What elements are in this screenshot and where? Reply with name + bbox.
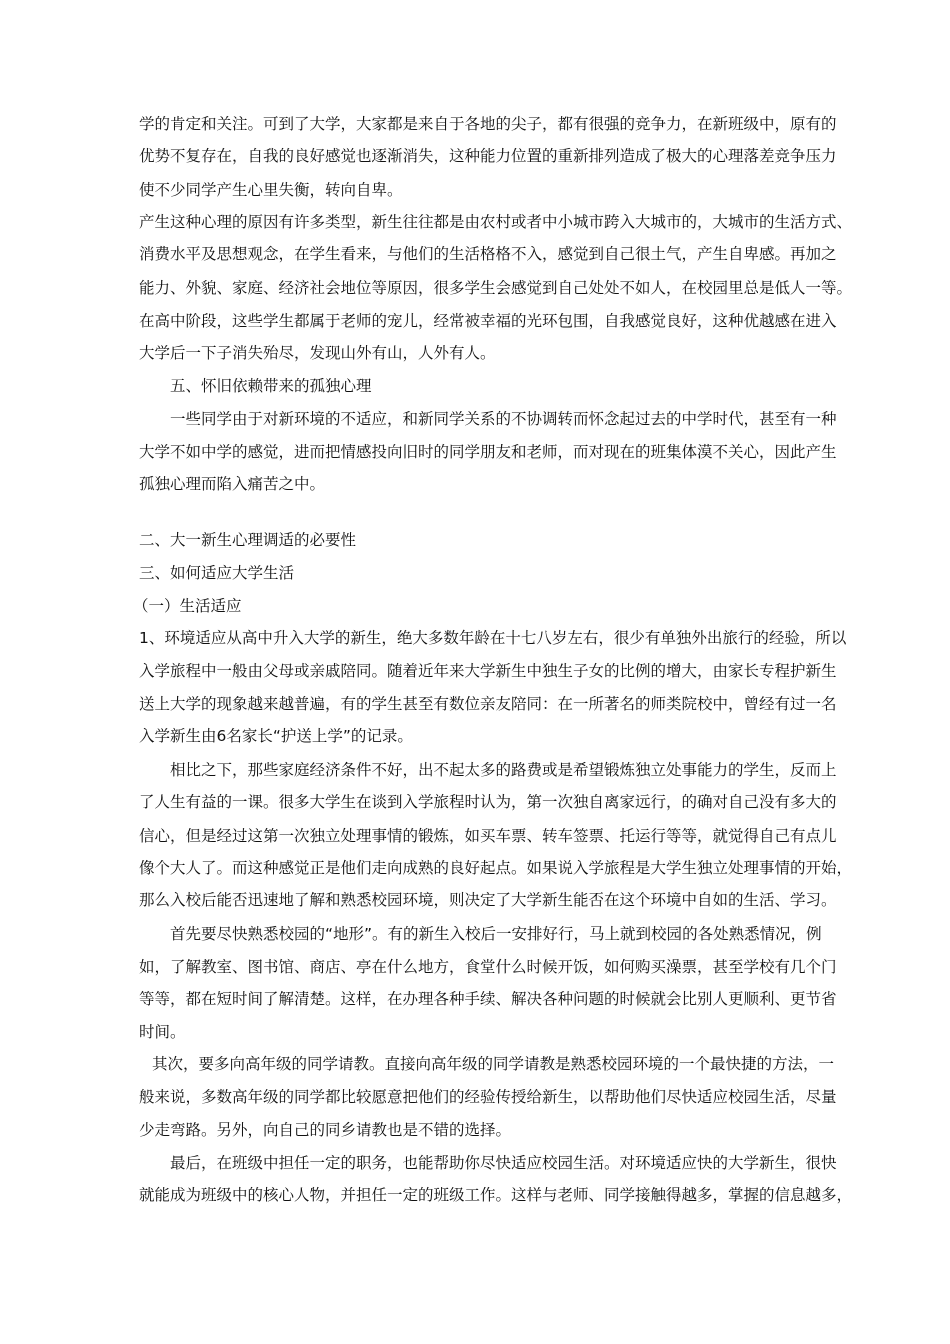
- text-line: 学的肯定和关注。可到了大学，大家都是来自于各地的尖子，都有很强的竞争力，在新班级中，原有的: [139, 115, 837, 133]
- text-line: 入学旅程中一般由父母或亲戚陪同。随着近年来大学新生中独生子女的比例的增大，由家长专程护新生: [139, 662, 837, 680]
- text-line: 送上大学的现象越来越普遍，有的学生甚至有数位亲友陪同：在一所著名的师类院校中，曾经有过一名: [139, 695, 837, 713]
- text-line: 就能成为班级中的核心人物，并担任一定的班级工作。这样与老师、同学接触得越多，掌握的信息越多，: [139, 1186, 853, 1204]
- section-heading: 三、如何适应大学生活: [139, 564, 295, 582]
- text-line: 了人生有益的一课。很多大学生在谈到入学旅程时认为，第一次独自离家远行，的确对自己没有多大的: [139, 793, 837, 811]
- section-heading: 二、大一新生心理调适的必要性: [139, 531, 357, 549]
- text-line: 一些同学由于对新环境的不适应，和新同学关系的不协调转而怀念起过去的中学时代，甚至有一种: [170, 410, 837, 428]
- text-line: 像个大人了。而这种感觉正是他们走向成熟的良好起点。如果说入学旅程是大学生独立处理事情的开始，: [139, 859, 853, 877]
- text-line: 大学不如中学的感觉，进而把情感投向旧时的同学朋友和老师，而对现在的班集体漠不关心，因此产生: [139, 443, 837, 461]
- text-line: 孤独心理而陷入痛苦之中。: [139, 475, 326, 493]
- text-line: 能力、外貌、家庭、经济社会地位等原因，很多学生会感觉到自己处处不如人，在校园里总是低人一等。: [139, 279, 853, 297]
- text-line: 时间。: [139, 1023, 186, 1041]
- section-heading: 五、怀旧依赖带来的孤独心理: [170, 377, 372, 395]
- text-line: 在高中阶段，这些学生都属于老师的宠儿，经常被幸福的光环包围，自我感觉良好，这种优越感在进入: [139, 312, 837, 330]
- text-line: 大学后一下子消失殆尽，发现山外有山，人外有人。: [139, 344, 496, 362]
- text-line: 1、环境适应从高中升入大学的新生，绝大多数年龄在十七八岁左右，很少有单独外出旅行的经验，所以: [139, 629, 847, 647]
- text-line: 少走弯路。另外，向自己的同乡请教也是不错的选择。: [139, 1121, 512, 1139]
- text-line: 如，了解教室、图书馆、商店、亭在什么地方，食堂什么时候开饭，如何购买澡票，甚至学校有几个门: [139, 958, 837, 976]
- text-line: 最后，在班级中担任一定的职务，也能帮助你尽快适应校园生活。对环境适应快的大学新生，很快: [170, 1154, 837, 1172]
- text-line: 其次，要多向高年级的同学请教。直接向高年级的同学请教是熟悉校园环境的一个最快捷的方法，一: [152, 1055, 835, 1073]
- text-line: 产生这种心理的原因有许多类型，新生往往都是由农村或者中小城市跨入大城市的，大城市的生活方式、: [139, 213, 853, 231]
- text-line: 等等，都在短时间了解清楚。这样，在办理各种手续、解决各种问题的时候就会比别人更顺利、更节省: [139, 990, 837, 1008]
- text-line: 信心，但是经过这第一次独立处理事情的锻炼，如买车票、转车签票、托运行等等，就觉得自己有点儿: [139, 827, 837, 845]
- text-line: 优势不复存在，自我的良好感觉也逐渐消失，这种能力位置的重新排列造成了极大的心理落差竞争压力: [139, 147, 837, 165]
- text-line: 那么入校后能否迅速地了解和熟悉校园环境，则决定了大学新生能否在这个环境中自如的生活、学习。: [139, 891, 837, 909]
- text-line: 使不少同学产生心里失衡，转向自卑。: [139, 181, 403, 199]
- text-line: 首先要尽快熟悉校园的“地形”。有的新生入校后一安排好行，马上就到校园的各处熟悉情况，例: [170, 925, 822, 943]
- text-line: 般来说，多数高年级的同学都比较愿意把他们的经验传授给新生，以帮助他们尽快适应校园生活，尽量: [139, 1088, 837, 1106]
- text-line: 消费水平及思想观念，在学生看来，与他们的生活格格不入，感觉到自己很土气，产生自卑感。再加之: [139, 245, 837, 263]
- text-line: 相比之下，那些家庭经济条件不好，出不起太多的路费或是希望锻炼独立处事能力的学生，反而上: [170, 761, 837, 779]
- text-line: 入学新生由6名家长“护送上学”的记录。: [139, 727, 413, 745]
- subsection-heading: （一）生活适应: [133, 597, 242, 615]
